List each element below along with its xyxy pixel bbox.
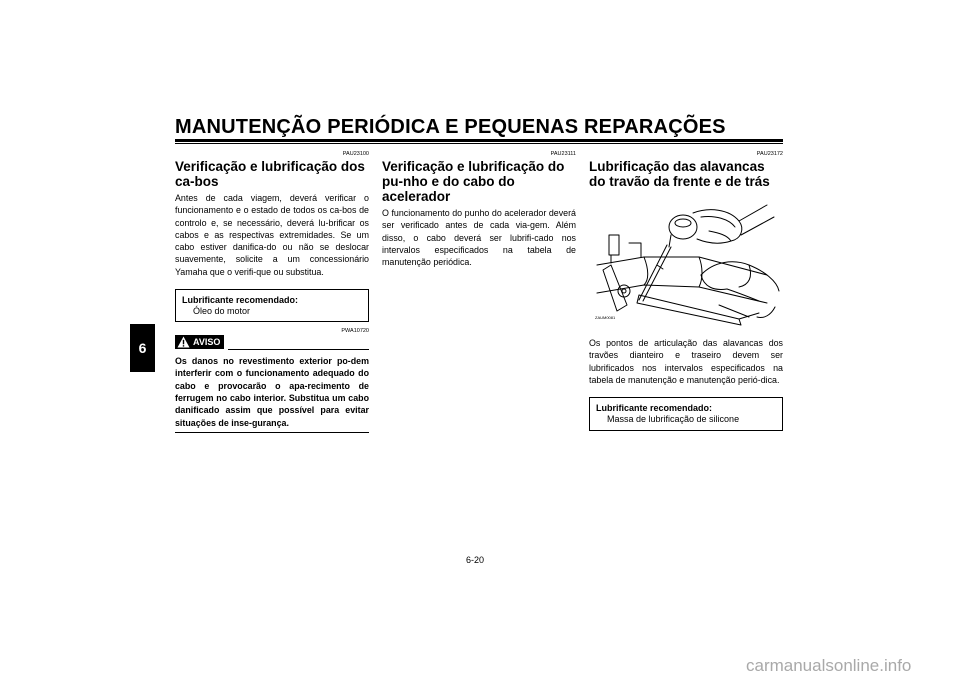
warning-header [175, 335, 369, 349]
section-code: PAU23172 [756, 151, 783, 157]
page-number: 6-20 [466, 555, 485, 565]
watermark: carmanualsonline.info [746, 656, 912, 675]
page-title: MANUTENÇÃO PERIÓDICA E PEQUENAS REPARAÇÕES [175, 116, 726, 138]
lubricant-box [589, 397, 783, 431]
column-brake-lever-lubrication [589, 151, 783, 431]
section-code: PAU23111 [550, 151, 576, 157]
brake-lever-lubrication-illustration [589, 195, 783, 331]
header-rule-thin [175, 143, 783, 144]
section-body: Os pontos de articulação das alavancas dos travões dianteiro e traseiro devem ser lubrificados nos intervalos especificados na tabela de manutenção e manutenção perió-dica. [589, 338, 783, 385]
warning-label: AVISO [193, 337, 221, 348]
warning-badge [175, 335, 224, 349]
warning-code: PWA10720 [341, 328, 369, 335]
section-heading: Lubrificação das alavancas do travão da frente e de trás [589, 159, 770, 189]
lubricant-box [175, 289, 369, 322]
lubricant-title: Lubrificante recomendado: [182, 295, 299, 306]
warning-triangle-icon [177, 336, 190, 348]
lubricant-title: Lubrificante recomendado: [596, 403, 713, 414]
warning-rule-top [228, 349, 369, 350]
lubricant-value: Massa de lubrificação de silicone [607, 414, 740, 425]
lever-illustration [589, 195, 783, 331]
chapter-tab: 6 [130, 324, 155, 372]
warning-rule-bottom [175, 432, 369, 433]
lubricant-value: Óleo do motor [193, 306, 251, 317]
figure-code: ZAUM0081 [595, 315, 616, 320]
section-heading: Verificação e lubrificação do pu-nho e do cabo do acelerador [382, 159, 565, 204]
column-cable-check [175, 151, 369, 433]
section-heading: Verificação e lubrificação dos ca-bos [175, 159, 365, 189]
section-body: Antes de cada viagem, deverá verificar o funcionamento e o estado de todos os ca-bos de controlo e, se necessário, deverá lu-brificar os cabos e as respectivas extremidades. Se um cabo estiver danifica-do ou não se deslocar suavemente, solicite a um concessionário Yamaha que o verifi-que ou substitua. [175, 193, 369, 277]
header-rule [175, 139, 783, 142]
section-code: PAU23100 [342, 151, 369, 157]
section-body: O funcionamento do punho do acelerador deverá ser verificado antes de cada via-gem. Além disso, o cabo deverá ser lubrifi-cado nos intervalos especificados na tabela de manutenção periódica. [382, 208, 576, 268]
column-throttle-check [382, 151, 576, 268]
warning-text: Os danos no revestimento exterior po-dem interferir com o funcionamento adequado do cabo e provocarão o apa-recimento de ferrugem no cabo interior. Substitua um cabo danificado assim que possível para evitar situações de inse-gurança. [175, 356, 369, 428]
